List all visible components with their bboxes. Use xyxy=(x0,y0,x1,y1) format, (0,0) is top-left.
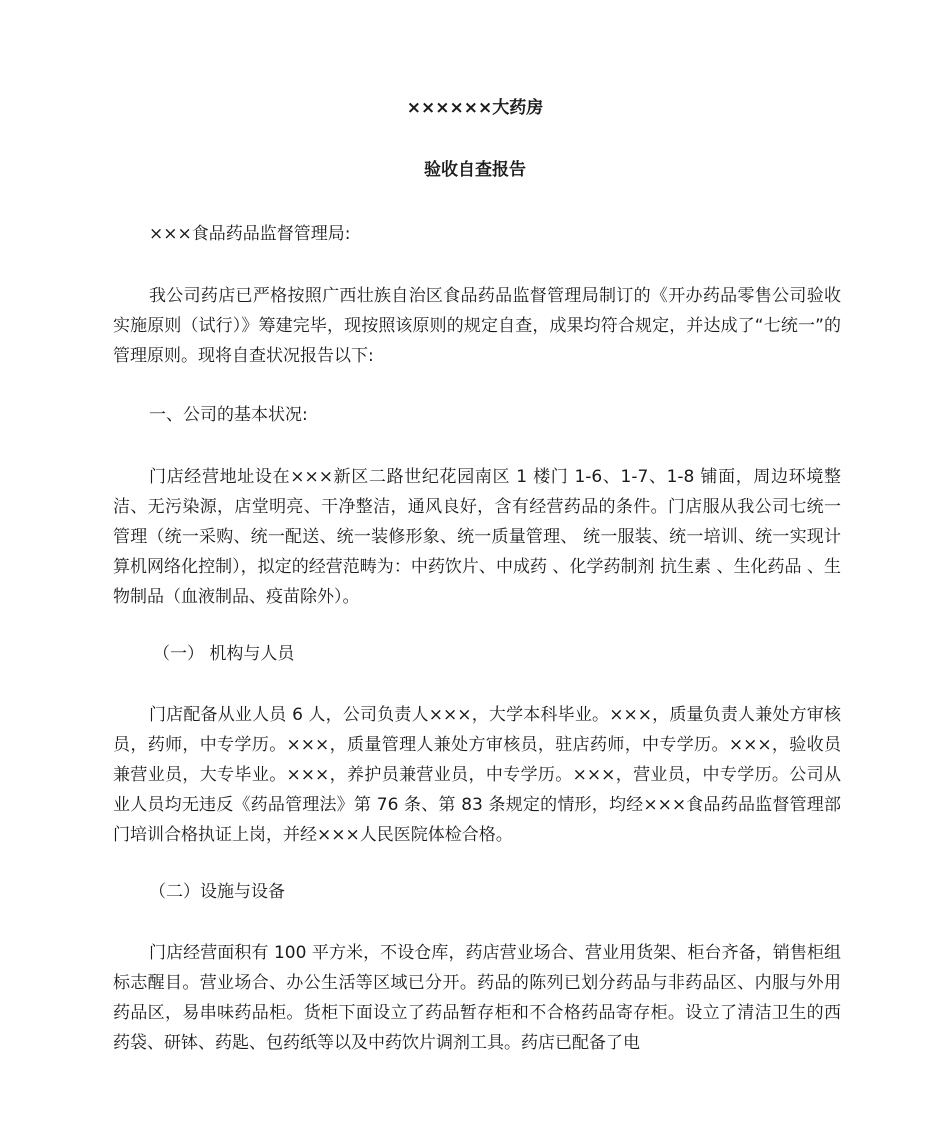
subsection1-heading: （一） 机构与人员 xyxy=(153,644,295,664)
document-title: ××××××大药房 xyxy=(406,98,544,118)
subsection2-paragraph: 门店经营面积有 100 平方米，不设仓库，药店营业场合、营业用货架、柜台齐备，销售柜组标志醒目。营业场合、办公生活等区域已分开。药品的陈列已划分药品与非药品区、内服与外用药品区，易串味药品柜。货柜下面设立了药品暂存柜和不合格药品寄存柜。设立了清洁卫生的西药袋、研钵、药匙、包药纸等以及中药饮片调剂工具。药店已配备了电 xyxy=(113,943,841,1053)
subsection2-heading: （二）设施与设备 xyxy=(149,882,285,902)
addressee-line: ×××食品药品监督管理局: xyxy=(149,224,351,244)
section1-paragraph: 门店经营地址设在×××新区二路世纪花园南区 1 楼门 1-6、1-7、1-8 铺面，周边环境整洁、无污染源，店堂明亮、干净整洁，通风良好，含有经营药品的条件。门店服从我公司七统一管理（统一采购、统一配送、统一装修形象、统一质量管理、 统一服装、统一培训、统一实现计算机网络化控制），拟定的经营范畴为：中药饮片、中成药 、化学药制剂 抗生素 、生化药品 、生物制品（血液制品、疫苗除外）。 xyxy=(113,467,841,607)
subsection1-paragraph: 门店配备从业人员 6 人，公司负责人×××，大学本科毕业。×××，质量负责人兼处方审核员，药师，中专学历。×××，质量管理人兼处方审核员，驻店药师，中专学历。×××，验收员兼营业员，大专毕业。×××，养护员兼营业员，中专学历。×××，营业员，中专学历。公司从业人员均无违反《药品管理法》第 76 条、第 83 条规定的情形，均经×××食品药品监督管理部门培训合格执证上岗，并经×××人民医院体检合格。 xyxy=(113,705,841,845)
section1-heading: 一、公司的基本状况: xyxy=(149,405,308,425)
intro-paragraph: 我公司药店已严格按照广西壮族自治区食品药品监督管理局制订的《开办药品零售公司验收实施原则（试行）》筹建完毕，现按照该原则的规定自查，成果均符合规定，并达成了“七统一”的管理原则。现将自查状况报告以下: xyxy=(113,286,841,366)
document-subtitle: 验收自查报告 xyxy=(424,160,526,180)
